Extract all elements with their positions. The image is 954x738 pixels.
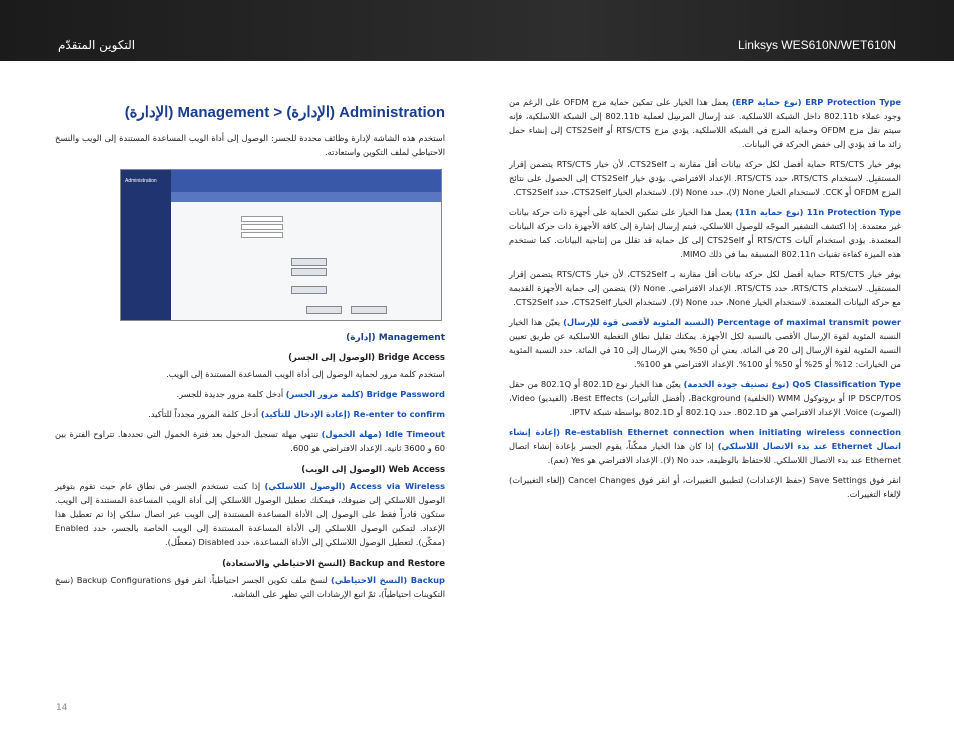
web-access-heading: Web Access (الوصول إلى الويب) — [301, 465, 445, 475]
reenter-term: Re-enter to confirm (إعادة الإدخال للتأكيد) — [260, 409, 445, 419]
screenshot-body — [121, 202, 441, 320]
screenshot-field — [241, 224, 283, 230]
product-title: Linksys WES610N/WET610N — [737, 38, 896, 52]
reestablish-text: إذا كان هذا الخيار ممكّناً، يقوم الجسر بإعادة إنشاء اتصال Ethernet عند بدء الاتصال اللاسلكي. للاحتفاظ بالوظيفة، حدد No (لا). الإعداد الافتراضي هو Yes (نعم). — [509, 441, 901, 465]
admin-screenshot — [120, 169, 442, 321]
qos-term: QoS Classification Type (نوع تصنيف جودة الخدمة) — [683, 379, 901, 389]
via-wireless-paragraph — [55, 479, 445, 549]
erp-text: يعمل هذا الخيار على تمكين حماية مزج OFDM على الرغم من وجود عملاء 802.11b داخل الشبكة اللاسلكية. عند إرسال المرسِل لعملية 802.11b إلى الشبكة اللاسلكية، فإنه سيتم نقل مزج OFDM وحماية المزج في الشبكة اللاسلكية. يؤدي مزج RTS/CTS أو CTS2Self إلى إنشاء حمل زائد ما قد يؤدي إلى خفض الحركة في البيانات. — [509, 97, 901, 149]
bridge-password-term: Bridge Password (كلمة مرور الجسر) — [285, 389, 445, 399]
screenshot-field — [241, 232, 283, 238]
section-title: التكوين المتقدّم — [58, 38, 136, 52]
screenshot-button — [306, 306, 342, 314]
screenshot-sidebar-label: Administration — [125, 178, 157, 184]
screenshot-tabs — [171, 192, 441, 202]
power-text: يعيّن هذا الخيار النسبة المئوية لقوة الإرسال الأقصى بالنسبة لكل الأجهزة. يمكنك تقليل نطاق التغطية اللاسلكية عن طريق تعيين النسبة المئوية لقوة الإرسال إلى 20 في المائة. يعني أن 50% يعني الإرسال إلى 10 في المائة. حدد النسبة المئوية من الخيارات: 12% أو 25% أو 50% أو 100%. الإعداد الافتراضي هو 100%. — [509, 317, 902, 369]
intro-paragraph: استخدم هذه الشاشة لإدارة وظائف محددة للجسر: الوصول إلى أداة الويب المساعدة المستندة إلى الويب والنسخ الاحتياطي لملف التكوين واستعادته. — [55, 133, 445, 157]
screenshot-button — [291, 258, 327, 266]
n-text: يعمل هذا الخيار على تمكين الحماية على أجهزة ذات حركة بيانات غير معتمدة. إذا اكتشف التشفير الموجّه للوصول اللاسلكي، فيتم إرسال إشارة إلى كافة الأجهزة ذات حركة البيانات المعتمدة. يؤدي استخدام آليات RTS/CTS أو CTS2Self إلى كل حماية قد تقلل من إنتاجية البيانات. كما تستخدم هذه الميزة كفاءة تقنيات 802.11n المسبقة بما في ذلك MIMO. — [509, 207, 902, 259]
reenter-text: أدخل كلمة المرور مجدداً للتأكيد. — [148, 409, 259, 419]
save-paragraph: انقر فوق Save Settings (حفظ الإعدادات) لتطبيق التغييرات، أو انقر فوق Cancel Changes (إلغاء التغييرات) لإلغاء التغييرات. — [509, 475, 901, 499]
screenshot-field — [241, 216, 283, 222]
screenshot-button — [351, 306, 387, 314]
bridge-password-text: أدخل كلمة مرور جديدة للجسر. — [176, 389, 284, 399]
power-paragraph — [509, 315, 901, 371]
idle-paragraph — [55, 427, 445, 455]
screenshot-button — [291, 286, 327, 294]
left-column — [55, 95, 445, 607]
erp-term: ERP Protection Type (نوع حماية ERP) — [731, 97, 902, 107]
erp-paragraph — [509, 95, 901, 151]
n-term: 11n Protection Type (نوع حماية 11n) — [735, 207, 901, 217]
idle-term: Idle Timeout (مهلة الخمول) — [321, 429, 446, 439]
erp-paragraph-2: يوفر خيار RTS/CTS حماية أفضل لكل حركة بيانات أقل مقارنة بـ CTS2Self، لأن خيار RTS/CTS يتضمن إقرار المستقبِل. لاستخدام RTS/CTS، حدد RTS/CTS. الإعداد الافتراضي. يؤدي خيار CTS2Self إلى الحصول على نتائج المزج OFDM أو CCK. لاستخدام الخيار None (لا)، حدد None (لا). لاستخدام الخيار CTS2Self، حدد CTS2Self. — [509, 159, 901, 197]
backup-heading: Backup and Restore (النسخ الاحتياطي والاستعادة) — [222, 559, 445, 569]
right-column — [509, 95, 901, 507]
bridge-access-heading: Bridge Access (الوصول إلى الجسر) — [288, 353, 445, 363]
bridge-access-text: استخدم كلمة مرور لحماية الوصول إلى أداة الويب المساعدة المستندة إلى الويب. — [166, 369, 445, 379]
reestablish-term: Re-establish Ethernet connection when initiating wireless connection (إعادة إنشاء اتصال Ethernet عند بدء الاتصال اللاسلكي) — [509, 427, 901, 451]
screenshot-topbar — [171, 170, 441, 192]
backup-term: Backup (النسخ الاحتياطي) — [331, 575, 445, 585]
qos-text: يعيّن هذا الخيار نوع 802.1D أو 802.1Q من حقل IP DSCP/TOS أو بروتوكول WMM (الخلفية) Background، (أفضل التأثيرات) Best Effects، (الفيديو) Video، (الصوت) Voice. الإعداد الافتراضي هو 802.1D. حدد 802.1Q أو 802.1D بواسطة شبكة IPTV. — [509, 379, 902, 417]
via-wireless-text: إذا كنت تستخدم الجسر في نطاق عام حيث تقوم بتوفير الوصول اللاسلكي إلى ضيوفك، فيمكنك تعطيل الوصول اللاسلكي إلى أداة الويب المساعدة المستندة إلى الويب. ستكون قادراً فقط على الوصول إلى الأداة المساعدة المستندة إلى الويب عبر اتصال سلكي إذا تم تعطيل هذا الإعداد. لتمكين الوصول اللاسلكي إلى الأداة المساعدة المستندة إلى الويب الخاصة بالجسر، حدد Enabled (ممكّن). لتعطيل الوصول اللاسلكي إلى الأداة المساعدة، حدد Disabled (معطّل). — [55, 481, 445, 547]
page-title: Administration (الإدارة) < Management (الإدارة) — [124, 104, 445, 121]
page-number: 14 — [56, 703, 68, 713]
n-paragraph — [509, 205, 901, 261]
reenter-paragraph — [55, 407, 445, 421]
reestablish-paragraph — [509, 425, 901, 467]
power-term: Percentage of maximal transmit power (النسبة المئوية لأقصى قوة للإرسال) — [563, 317, 902, 327]
screenshot-button — [291, 268, 327, 276]
qos-paragraph — [509, 377, 901, 419]
backup-text: لنسخ ملف تكوين الجسر احتياطياً، انقر فوق Backup Configurations (نسخ التكوينات احتياطياً)، ثمّ اتبع الإرشادات التي تظهر على الشاشة. — [55, 575, 445, 599]
bridge-password-paragraph — [55, 387, 445, 401]
n-paragraph-2: يوفر خيار RTS/CTS حماية أفضل لكل حركة بيانات أقل مقارنة بـ CTS2Self، لأن خيار RTS/CTS يتضمن إقرار المستقبِل. لاستخدام RTS/CTS، حدد RTS/CTS. الإعداد الافتراضي. None (لا) يتضمن إلى حماية الأجهزة القديمة مع حركة البيانات المعتمدة. لاستخدام الخيار None، حدد None (لا). لاستخدام الخيار CTS2Self، حدد CTS2Self. — [509, 269, 901, 307]
backup-paragraph — [55, 573, 445, 601]
idle-text: تنتهي مهلة تسجيل الدخول بعد فترة الخمول التي تحددها. تتراوح الفترة بين 60 و 3600 ثانية. الإعداد الافتراضي هو 600. — [55, 429, 445, 453]
management-heading: Management (إدارة) — [346, 333, 445, 343]
page-header — [0, 0, 954, 61]
via-wireless-term: Access via Wireless (الوصول اللاسلكي) — [264, 481, 446, 491]
